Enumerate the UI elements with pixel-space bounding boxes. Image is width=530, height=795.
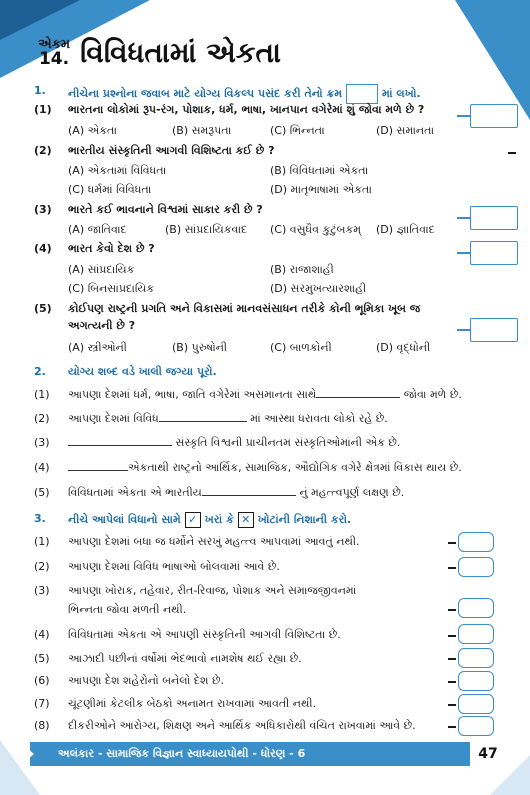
item-number: (1) (34, 388, 50, 401)
instruction-part-b: માં લખો. (382, 87, 421, 100)
true-false-box-5[interactable] (458, 648, 494, 668)
item-text: આપણા દેશ શહેરોનો બનેલો દેશ છે. (68, 674, 224, 687)
footer-arrow-decoration (20, 742, 34, 766)
footer-bar: અલંકાર - સામાજિક વિજ્ઞાન સ્વાધ્યાયપોથી - ધોરણ - 6 (30, 742, 470, 766)
chapter-header (38, 28, 281, 78)
question-text: ભારતના લોકોમાં રૂપ-રંગ, પોશાક, ધર્મ, ભાષા, ખાનપાન વગેરેમાં શું જોવા મળે છે ? (68, 103, 425, 116)
item-text: દીકરીઓને આરોગ્ય, શિક્ષણ અને આર્થિક અધિકારોથી વંચિત રાખવામાં આવે છે. (68, 719, 416, 732)
option-d: (D) સરમુખત્યારશાહી (270, 282, 367, 295)
option-b: (B) વિવિધતામાં એકતા (270, 164, 369, 177)
item-text (68, 388, 462, 402)
item-number: (5) (34, 486, 50, 499)
question-text: ભારત કેવો દેશ છે ? (68, 242, 155, 255)
blank-field[interactable] (316, 397, 400, 398)
item-text (68, 461, 462, 475)
question-text: કોઈપણ રાષ્ટ્રની પ્રગતિ અને વિકાસમાં માનવસંસાધન તરીકે કોની ભૂમિકા ખૂબ જ (68, 302, 421, 315)
section-instruction: યોગ્ય શબ્દ વડે ખાલી જગ્યા પૂરો. (68, 365, 217, 378)
option-c: (C) ભિન્નતા (270, 124, 325, 137)
answer-dash (448, 726, 456, 728)
item-number: (1) (34, 535, 50, 548)
item-text-after: જોવા મળે છે. (403, 388, 462, 401)
true-false-box-4[interactable] (458, 624, 494, 644)
instruction-part-c: ખોટાંની નિશાની કરો. (257, 513, 352, 526)
item-text-after: નું મહત્ત્વપૂર્ણ લક્ષણ છે. (299, 486, 405, 499)
answer-dash (448, 704, 456, 706)
option-a: (A) એકતા (68, 124, 117, 137)
option-d: (D) જ્ઞાતિવાદ (376, 223, 435, 236)
question-text: ભારતીય સંસ્કૃતિની આગવી વિશિષ્ટતા કઈ છે ? (68, 144, 275, 157)
answer-box-q1[interactable] (470, 104, 518, 128)
answer-dash (448, 609, 456, 611)
answer-dash (508, 152, 516, 154)
blank-field[interactable] (159, 421, 247, 422)
item-text (68, 486, 404, 500)
item-text: વિવિધતામાં એકતા એ આપણી સંસ્કૃતિની આગવી વિશિષ્ટતા છે. (68, 628, 341, 641)
section-instruction (68, 84, 421, 104)
item-text-after: માં આસ્થા ધરાવતા લોકો રહે છે. (250, 412, 388, 425)
blank-field[interactable] (68, 470, 128, 471)
answer-box-q4[interactable] (470, 241, 518, 265)
option-b: (B) સમરૂપતા (172, 124, 232, 137)
corner-decoration-top-right (455, 0, 530, 120)
unit-label: એકમ (38, 37, 71, 52)
true-false-box-6[interactable] (458, 671, 494, 691)
item-text: આપણા દેશમાં વિવિધ ભાષાઓ બોલવામાં આવે છે. (68, 560, 280, 573)
true-false-box-2[interactable] (458, 557, 494, 577)
check-mark-icon: ✓ (185, 512, 201, 528)
option-b: (B) રાજાશાહી (270, 263, 334, 276)
true-false-box-8[interactable] (458, 716, 494, 736)
page-number: 47 (478, 746, 498, 762)
item-number: (3) (34, 436, 50, 449)
option-c: (C) વસુધૈવ કુટુંબકમ્ (270, 223, 362, 236)
option-a: (A) એકતામાં વિવિધતા (68, 164, 167, 177)
answer-order-box-icon (346, 84, 378, 104)
unit-badge (38, 38, 70, 68)
instruction-part-a: નીચે આપેલાં વિધાનો સામે (68, 513, 181, 526)
item-text-before: આપણા દેશમાં વિવિધ (68, 412, 159, 425)
answer-dash (448, 635, 456, 637)
item-text-after: એકતાથી રાષ્ટ્રનો આર્થિક, સામાજિક, ઔદ્યોગિક વગેરે ક્ષેત્રમાં વિકાસ થાય છે. (128, 461, 462, 474)
section-number: 1. (34, 84, 46, 97)
item-text: આપણા ખોરાક, તહેવાર, રીત-રિવાજ, પોશાક અને સમાજજીવનમાં (68, 584, 357, 597)
item-text-before: આપણા દેશમાં ધર્મ, ભાષા, જાતિ વગેરેમાં અસમાનતા સાથે (68, 388, 317, 401)
answer-dash (448, 542, 456, 544)
option-a: (A) સાંપ્રદાયિક (68, 263, 135, 276)
blank-field[interactable] (68, 445, 172, 446)
item-text-before: વિવિધતામાં એકતા એ ભારતીય (68, 486, 202, 499)
cross-mark-icon: ✕ (238, 512, 254, 528)
section-number: 2. (34, 365, 46, 378)
section-instruction (68, 512, 351, 528)
item-number: (2) (34, 560, 50, 573)
answer-dash (448, 658, 456, 660)
answer-dash (448, 681, 456, 683)
item-text: ચૂંટણીમાં કેટલીક બેઠકો અનામત રાખવામાં આવતી નથી. (68, 697, 317, 710)
option-a: (A) સ્ત્રીઓની (68, 341, 127, 354)
question-number: (4) (34, 242, 52, 255)
true-false-box-7[interactable] (458, 694, 494, 714)
item-number: (3) (34, 584, 50, 597)
option-d: (D) સમાનતા (376, 124, 435, 137)
chapter-title: વિવિધતામાં એકતા (80, 36, 281, 69)
item-number: (8) (34, 719, 50, 732)
item-number: (7) (34, 697, 50, 710)
unit-number: 14. (38, 49, 70, 69)
answer-box-q5[interactable] (470, 318, 518, 342)
section-number: 3. (34, 512, 46, 525)
question-number: (5) (34, 302, 52, 315)
instruction-part-a: નીચેના પ્રશ્નોના જવાબ માટે યોગ્ય વિકલ્પ પસંદ કરી તેનો ક્રમ (68, 87, 343, 100)
true-false-box-1[interactable] (458, 532, 494, 552)
option-c: (C) બાળકોની (270, 341, 332, 354)
option-c: (C) ધર્મમાં વિવિધતા (68, 183, 152, 196)
item-text (68, 436, 400, 450)
item-text: આપણા દેશમાં બધા જ ધર્મોને સરખું મહત્ત્વ આપવામાં આવતું નથી. (68, 535, 360, 548)
answer-box-q3[interactable] (470, 206, 518, 230)
question-text-cont: અગત્યની છે ? (68, 319, 136, 332)
question-number: (2) (34, 144, 52, 157)
option-d: (D) માતૃભાષામાં એકતા (270, 183, 372, 196)
item-text: આઝાદી પછીનાં વર્ષોમાં ભેદભાવો નામશેષ થઈ રહ્યા છે. (68, 652, 302, 665)
question-number: (1) (34, 103, 52, 116)
item-text (68, 412, 388, 426)
item-number: (4) (34, 628, 50, 641)
item-number: (4) (34, 461, 50, 474)
item-number: (2) (34, 412, 50, 425)
option-b: (B) સાંપ્રદાયિકવાદ (165, 223, 248, 236)
item-number: (6) (34, 674, 50, 687)
option-d: (D) વૃદ્ધોની (376, 341, 431, 354)
item-number: (5) (34, 652, 50, 665)
blank-field[interactable] (202, 495, 296, 496)
item-text-after: સંસ્કૃતિ વિશ્વની પ્રાચીનતમ સંસ્કૃતિઓમાંની એક છે. (175, 436, 401, 449)
answer-dash (448, 567, 456, 569)
question-text: ભારતે કઈ ભાવનાને વિશ્વમાં સાકાર કરી છે ? (68, 203, 263, 216)
option-c: (C) બિનસાંપ્રદાયિક (68, 282, 155, 295)
true-false-box-3[interactable] (458, 598, 494, 618)
item-text-cont: ભિન્નતા જોવા મળતી નથી. (68, 603, 187, 616)
option-a: (A) જાતિવાદ (68, 223, 127, 236)
instruction-part-b: ખરાં કે (204, 513, 234, 526)
option-b: (B) પુરુષોની (172, 341, 228, 354)
question-number: (3) (34, 203, 52, 216)
